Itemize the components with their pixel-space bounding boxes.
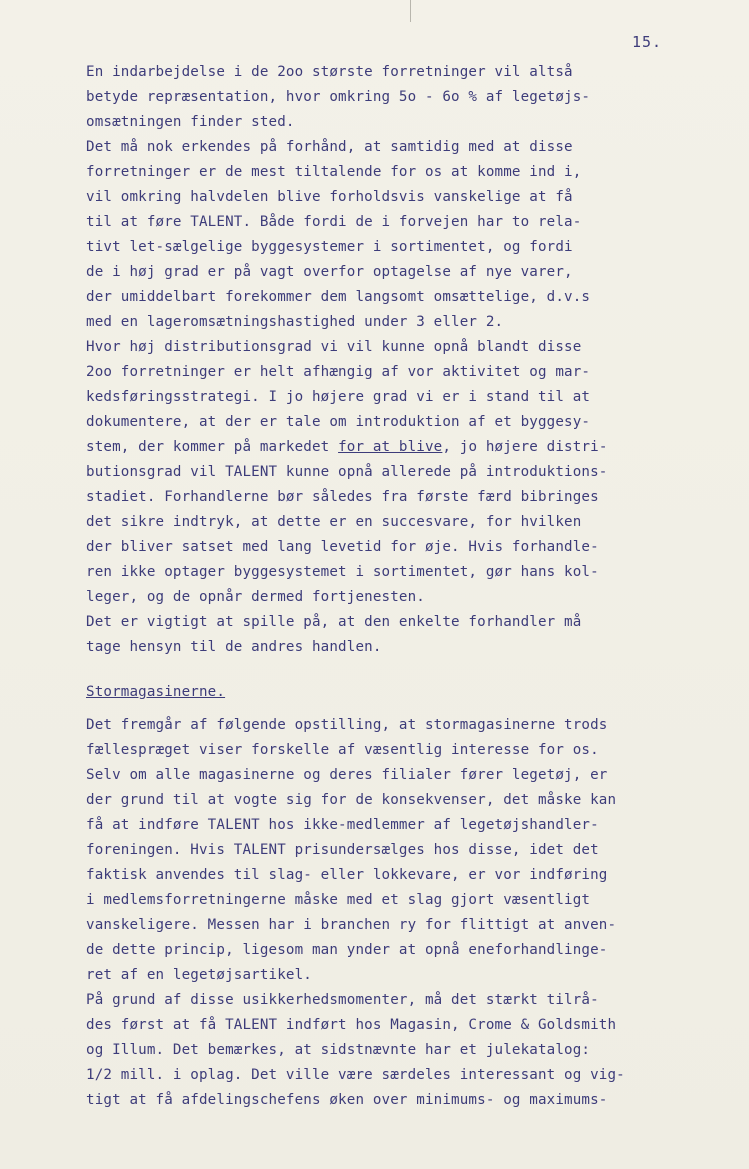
text-line: des først at få TALENT indført hos Magasin, Crome & Goldsmith bbox=[86, 1017, 617, 1033]
text-line: kedsføringsstrategi. I jo højere grad vi er i stand til at bbox=[86, 389, 591, 405]
text-line: 2oo forretninger er helt afhængig af vor aktivitet og mar- bbox=[86, 364, 591, 380]
text-line: der grund til at vogte sig for de konsekvenser, det måske kan bbox=[86, 792, 617, 808]
text-line: der umiddelbart forekommer dem langsomt omsættelige, d.v.s bbox=[86, 289, 591, 305]
text-line: tigt at få afdelingschefens øken over minimums- og maximums- bbox=[86, 1092, 608, 1108]
text-line: i medlemsforretningerne måske med et slag gjort væsentligt bbox=[86, 892, 591, 908]
text-line: ret af en legetøjsartikel. bbox=[86, 967, 312, 983]
text-segment: , jo højere distri- bbox=[442, 439, 608, 455]
text-line: stadiet. Forhandlerne bør således fra første færd bibringes bbox=[86, 489, 599, 505]
spacer bbox=[86, 705, 706, 713]
text-line: faktisk anvendes til slag- eller lokkevare, er vor indføring bbox=[86, 867, 608, 883]
text-line: leger, og de opnår dermed fortjenesten. bbox=[86, 589, 425, 605]
text-line: På grund af disse usikkerhedsmomenter, må det stærkt tilrå- bbox=[86, 992, 599, 1008]
text-line: Det fremgår af følgende opstilling, at stormagasinerne trods bbox=[86, 717, 608, 733]
underlined-phrase: for at blive bbox=[338, 439, 443, 455]
text-line-underlined bbox=[86, 435, 706, 460]
text-line: fællespræget viser forskelle af væsentlig interesse for os. bbox=[86, 742, 599, 758]
text-line: Det er vigtigt at spille på, at den enkelte forhandler må bbox=[86, 614, 582, 630]
text-line: der bliver satset med lang levetid for øje. Hvis forhandle- bbox=[86, 539, 599, 555]
text-line: til at føre TALENT. Både fordi de i forvejen har to rela- bbox=[86, 214, 582, 230]
text-line: En indarbejdelse i de 2oo største forretninger vil altså bbox=[86, 64, 573, 80]
text-line: betyde repræsentation, hvor omkring 5o - 6o % af legetøjs- bbox=[86, 89, 591, 105]
text-line: dokumentere, at der er tale om introduktion af et byggesy- bbox=[86, 414, 591, 430]
fold-mark bbox=[410, 0, 411, 22]
page-number: 15. bbox=[632, 33, 663, 51]
paragraph-group-3 bbox=[86, 713, 706, 1113]
text-line: de dette princip, ligesom man ynder at opnå eneforhandlinge- bbox=[86, 942, 608, 958]
text-line: Det må nok erkendes på forhånd, at samtidig med at disse bbox=[86, 139, 573, 155]
text-line: omsætningen finder sted. bbox=[86, 114, 295, 130]
section-heading: Stormagasinerne. bbox=[86, 684, 226, 700]
text-line: de i høj grad er på vagt overfor optagelse af nye varer, bbox=[86, 264, 573, 280]
paragraph-group-1 bbox=[86, 60, 706, 435]
text-line: vil omkring halvdelen blive forholdsvis vanskelige at få bbox=[86, 189, 573, 205]
text-line: tage hensyn til de andres handlen. bbox=[86, 639, 382, 655]
text-line: det sikre indtryk, at dette er en succesvare, for hvilken bbox=[86, 514, 582, 530]
text-line: og Illum. Det bemærkes, at sidstnævnte har et julekatalog: bbox=[86, 1042, 591, 1058]
body-text bbox=[86, 60, 706, 1113]
paragraph-group-2 bbox=[86, 460, 706, 660]
text-line: få at indføre TALENT hos ikke-medlemmer af legetøjshandler- bbox=[86, 817, 599, 833]
text-line: foreningen. Hvis TALENT prisundersælges hos disse, idet det bbox=[86, 842, 599, 858]
text-line: 1/2 mill. i oplag. Det ville være særdeles interessant og vig- bbox=[86, 1067, 625, 1083]
text-line: vanskeligere. Messen har i branchen ry for flittigt at anven- bbox=[86, 917, 617, 933]
text-line: tivt let-sælgelige byggesystemer i sortimentet, og fordi bbox=[86, 239, 573, 255]
text-line: Selv om alle magasinerne og deres filialer fører legetøj, er bbox=[86, 767, 608, 783]
spacer bbox=[86, 660, 706, 680]
text-segment: stem, der kommer på markedet bbox=[86, 439, 339, 455]
text-line: butionsgrad vil TALENT kunne opnå allerede på introduktions- bbox=[86, 464, 608, 480]
text-line: Hvor høj distributionsgrad vi vil kunne opnå blandt disse bbox=[86, 339, 582, 355]
text-line: ren ikke optager byggesystemet i sortimentet, gør hans kol- bbox=[86, 564, 599, 580]
text-line: forretninger er de mest tiltalende for os at komme ind i, bbox=[86, 164, 582, 180]
text-line: med en lageromsætningshastighed under 3 eller 2. bbox=[86, 314, 504, 330]
